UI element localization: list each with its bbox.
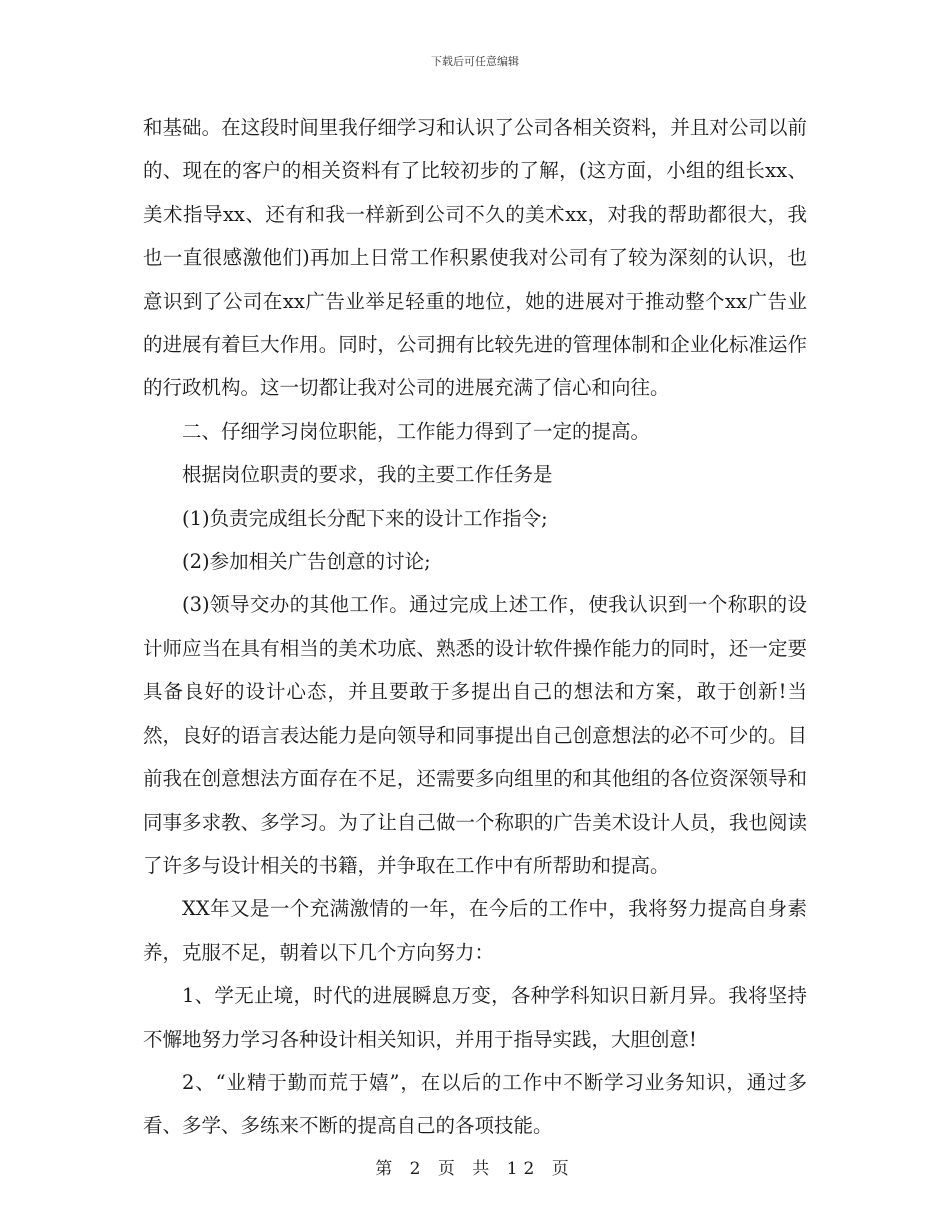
paragraph-3: 根据岗位职责的要求，我的主要工作任务是 — [182, 463, 553, 487]
paragraph-6: (3)领导交办的其他工作。通过完成上述工作，使我认识到一个称职的设计师应当在具有相当的美术功底、熟悉的设计软件操作能力的同时，还一定要具备良好的设计心态，并且要敢于多提出自己的想法和方案，敢于创新!当然，良好的语言表达能力是向领导和同事提出自己创意想法的必不可少的。目前我在创意想法方面存在不足，还需要多向组里的和其他组的各位资深领导和同事多求教、多学习。为了让自己做一个称职的广告美术设计人员，我也阅读了许多与设计相关的书籍，并争取在工作中有所帮助和提高。 — [143, 593, 807, 877]
paragraph-9: 2、“业精于勤而荒于嬉”，在以后的工作中不断学习业务知识，通过多看、多学、多练来不断的提高自己的各项技能。 — [143, 1070, 807, 1138]
paragraph-7: XX年又是一个充满激情的一年，在今后的工作中，我将努力提高自身素养，克服不足，朝着以下几个方向努力： — [143, 897, 807, 964]
paragraph-8: 1、学无止境，时代的进展瞬息万变，各种学科知识日新月异。我将坚持不懈地努力学习各种设计相关知识，并用于指导实践，大胆创意! — [143, 984, 807, 1051]
paragraph-5: (2)参加相关广告创意的讨论; — [182, 550, 431, 574]
page-header: 下载后可任意编辑 — [431, 55, 519, 68]
page-footer: 第 2 页 共 12 页 — [375, 1159, 575, 1179]
document-body — [143, 106, 807, 1148]
paragraph-2: 二、仔细学习岗位职能，工作能力得到了一定的提高。 — [182, 419, 651, 443]
paragraph-1: 和基础。在这段时间里我仔细学习和认识了公司各相关资料，并且对公司以前的、现在的客户的相关资料有了比较初步的了解，(这方面，小组的组长xx、美术指导xx、还有和我一样新到公司不久的美术xx，对我的帮助都很大，我也一直很感激他们)再加上日常工作积累使我对公司有了较为深刻的认识，也意识到了公司在xx广告业举足轻重的地位，她的进展对于推动整个xx广告业的进展有着巨大作用。同时，公司拥有比较先进的管理体制和企业化标准运作的行政机构。这一切都让我对公司的进展充满了信心和向往。 — [143, 116, 807, 400]
paragraph-4: (1)负责完成组长分配下来的设计工作指令; — [182, 506, 548, 530]
